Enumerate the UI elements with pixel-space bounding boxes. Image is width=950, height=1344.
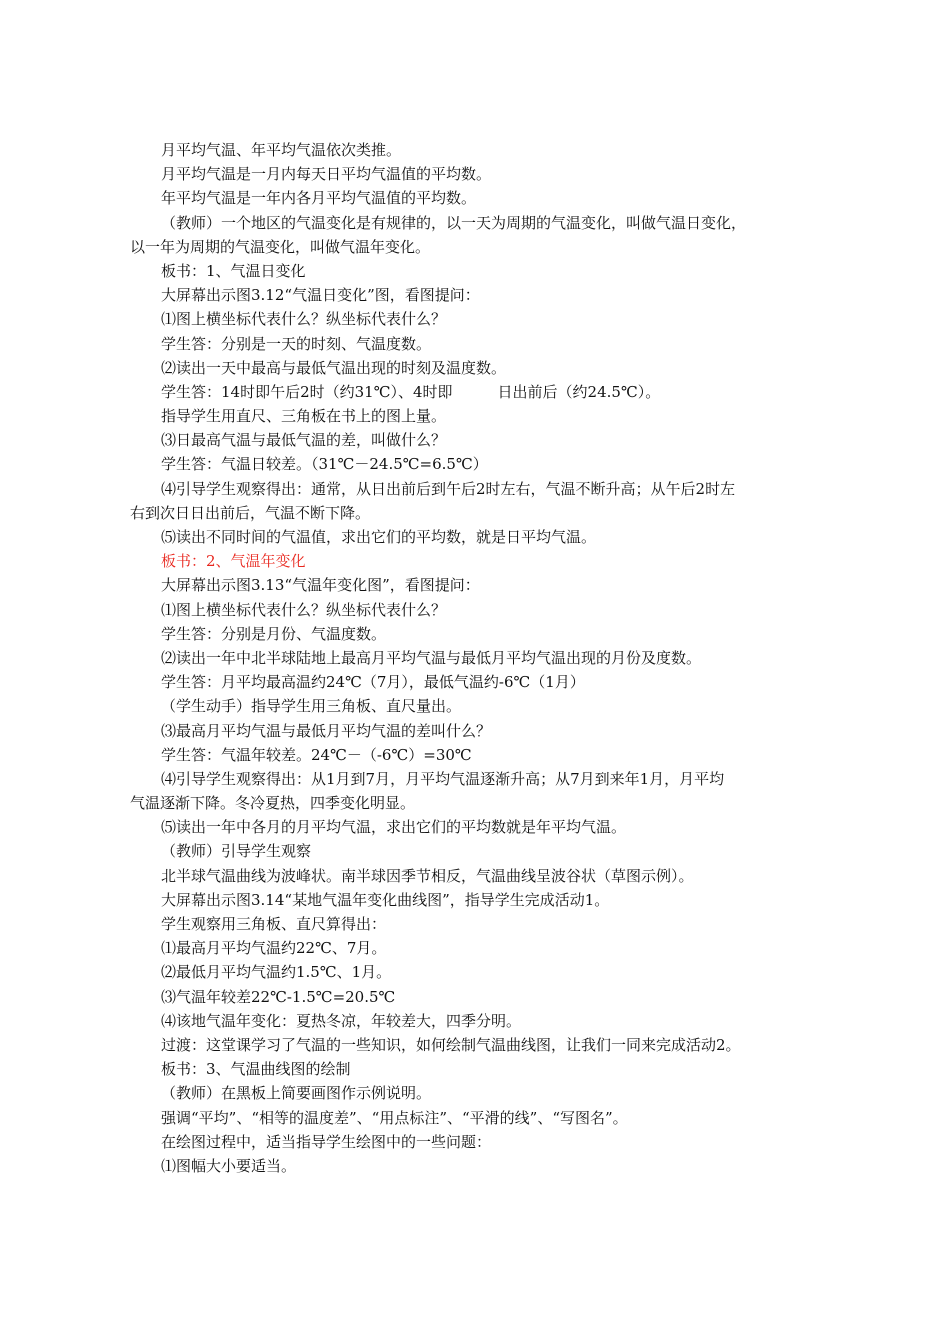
text-line: 学生答：气温日较差。（31℃－24.5℃=6.5℃）: [161, 455, 488, 474]
text-line: ⑷引导学生观察得出：从1月到7月，月平均气温逐渐升高；从7月到来年1月，月平均: [161, 769, 725, 788]
text-line: 学生观察用三角板、直尺算得出：: [161, 915, 387, 933]
text-line: ⑴图幅大小要适当。: [161, 1156, 297, 1175]
text-line: （教师）一个地区的气温变化是有规律的，以一天为周期的气温变化，叫做气温日变化，: [161, 213, 747, 232]
text-line: ⑴图上横坐标代表什么？纵坐标代表什么？: [161, 600, 447, 619]
text-line: 板书：1、气温日变化: [161, 261, 306, 280]
text-line: 右到次日日出前后，气温不断下降。: [130, 503, 371, 522]
text-line: 以一年为周期的气温变化，叫做气温年变化。: [130, 237, 431, 256]
text-line: 强调“平均”、“相等的温度差”、“用点标注”、“平滑的线”、“写图名”。: [161, 1108, 628, 1127]
text-line: 指导学生用直尺、三角板在书上的图上量。: [161, 407, 447, 426]
text-line: 学生答：分别是月份、气温度数。: [161, 624, 387, 643]
document-body: [130, 138, 830, 1178]
text-line: （学生动手）指导学生用三角板、直尺量出。: [161, 697, 462, 716]
text-line: ⑴图上横坐标代表什么？纵坐标代表什么？: [161, 310, 447, 329]
text-line: 年平均气温是一年内各月平均气温值的平均数。: [161, 189, 477, 208]
blackboard-heading-line: 板书：2、气温年变化: [161, 552, 306, 571]
text-line: 板书：3、气温曲线图的绘制: [161, 1060, 351, 1079]
text-line: ⑷引导学生观察得出：通常，从日出前后到午后2时左右，气温不断升高；从午后2时左: [161, 479, 736, 498]
text-line: （教师）引导学生观察: [161, 842, 312, 861]
text-line: 过渡：这堂课学习了气温的一些知识，如何绘制气温曲线图，让我们一同来完成活动2。: [161, 1035, 741, 1054]
text-line: 学生答：月平均最高温约24℃（7月），最低气温约-6℃（1月）: [161, 673, 585, 692]
text-line: 学生答：气温年较差。24℃－（-6℃）=30℃: [161, 745, 472, 764]
text-line: ⑴最高月平均气温约22℃、7月。: [161, 939, 387, 958]
text-line: 月平均气温是一月内每天日平均气温值的平均数。: [161, 165, 492, 184]
text-line: 北半球气温曲线为波峰状。南半球因季节相反，气温曲线呈波谷状（草图示例）。: [161, 866, 694, 885]
text-line: 气温逐渐下降。冬冷夏热，四季变化明显。: [130, 794, 416, 813]
text-line: 大屏幕出示图3.14“某地气温年变化曲线图”，指导学生完成活动1。: [161, 890, 610, 909]
text-line: ⑷该地气温年变化：夏热冬凉，年较差大，四季分明。: [161, 1011, 522, 1030]
text-line: 学生答：14时即午后2时（约31℃）、4时即 日出前后（约24.5℃）。: [161, 382, 661, 401]
text-line: 月平均气温、年平均气温依次类推。: [161, 141, 402, 159]
text-line: ⑵最低月平均气温约1.5℃、1月。: [161, 963, 392, 982]
text-line: ⑸读出不同时间的气温值，求出它们的平均数，就是日平均气温。: [161, 528, 597, 546]
text-line: ⑸读出一年中各月的月平均气温，求出它们的平均数就是年平均气温。: [161, 818, 627, 837]
text-line: （教师）在黑板上简要画图作示例说明。: [161, 1084, 432, 1103]
text-line: ⑵读出一年中北半球陆地上最高月平均气温与最低月平均气温出现的月份及度数。: [161, 648, 702, 667]
text-line: 在绘图过程中，适当指导学生绘图中的一些问题：: [161, 1132, 492, 1151]
text-line: 学生答：分别是一天的时刻、气温度数。: [161, 334, 432, 353]
text-line: 大屏幕出示图3.13“气温年变化图”，看图提问：: [161, 576, 480, 595]
text-line: ⑵读出一天中最高与最低气温出现的时刻及温度数。: [161, 358, 507, 377]
text-line: 大屏幕出示图3.12“气温日变化”图，看图提问：: [161, 286, 480, 305]
text-line: ⑶气温年较差22℃-1.5℃=20.5℃: [161, 987, 396, 1006]
text-line: ⑶最高月平均气温与最低月平均气温的差叫什么？: [161, 721, 492, 740]
text-line: ⑶日最高气温与最低气温的差，叫做什么？: [161, 431, 447, 450]
